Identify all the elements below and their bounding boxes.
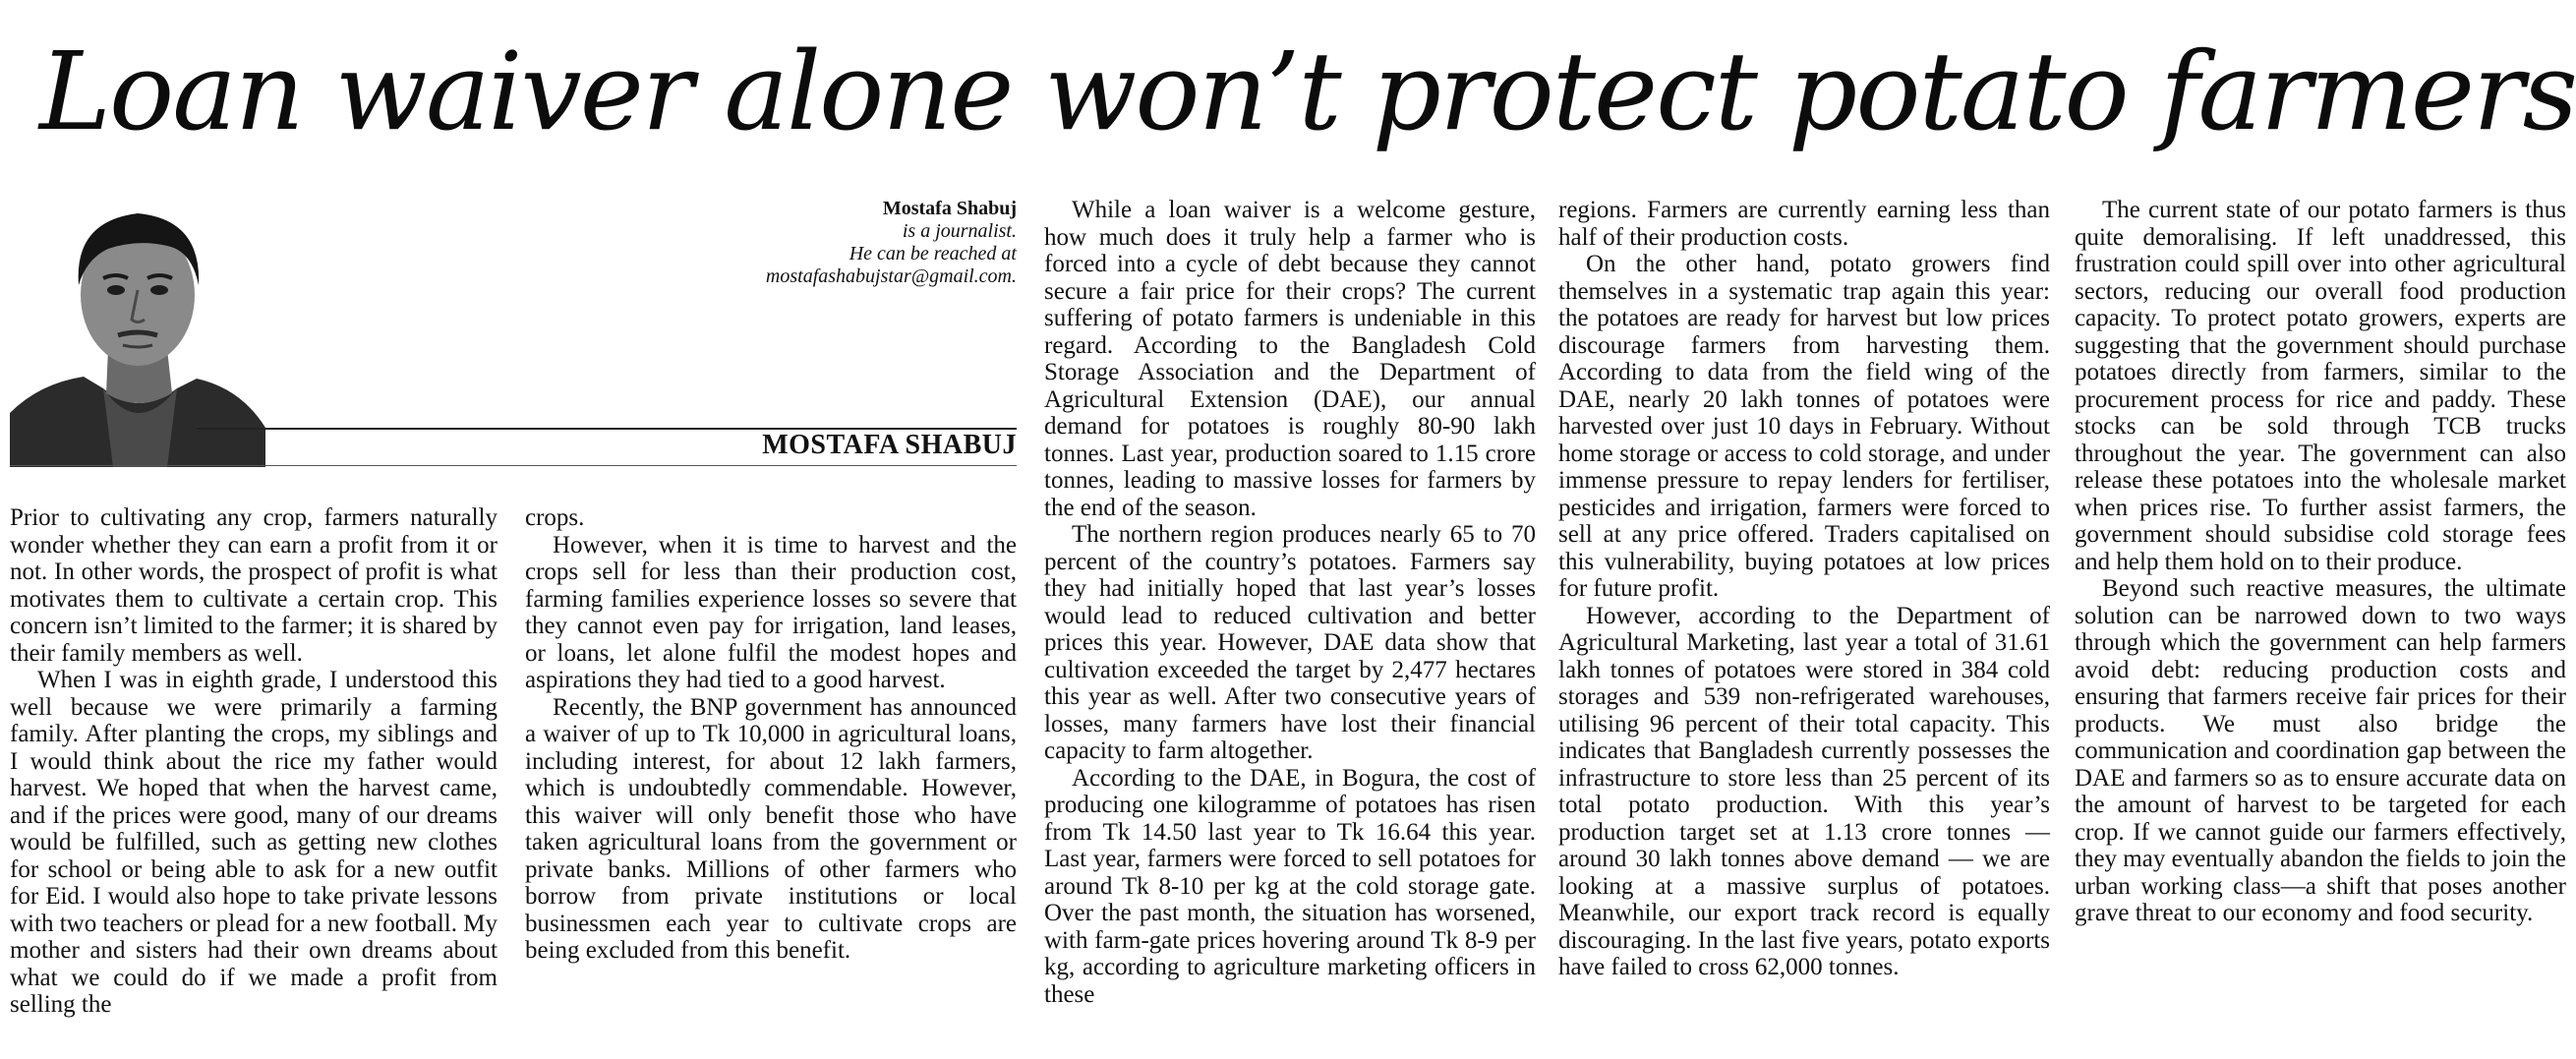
paragraph: When I was in eighth grade, I understood this well because we were primarily a farming family. After planting the crops, my siblings and I would think about the rice my father would harvest. We hoped that when the harvest came, and if the prices were good, many of our dreams would be fulfilled, such as getting new clothes for school or being able to ask for a new outfit for Eid. I would also hope to take private lessons with two teachers or plead for a new football. My mother and sisters had their own dreams about what we could do if we made a profit from selling the xyxy=(10,667,498,1018)
paragraph: The northern region produces nearly 65 to 70 percent of the country’s potatoes. Farmers say they had initially hoped that last year’s losses would lead to reduced cultivation and better prices this year. However, DAE data show that cultivation exceeded the target by 2,477 hectares this year as well. After two consecutive years of losses, many farmers have lost their financial capacity to farm altogether. xyxy=(1044,521,1536,764)
article-column-1 xyxy=(10,504,498,1019)
paragraph: Recently, the BNP government has announced a waiver of up to Tk 10,000 in agricultural loans, including interest, for about 12 lakh farmers, which is undoubtedly commendable. However, this waiver will only benefit those who have taken agricultural loans from the government or private banks. Millions of other farmers who borrow from private institutions or local businessmen each year to cultivate crops are being excluded from this benefit. xyxy=(525,693,1017,964)
paragraph: regions. Farmers are currently earning less than half of their production costs. xyxy=(1558,197,2050,251)
author-portrait xyxy=(10,192,265,467)
article-column-2 xyxy=(525,504,1017,965)
author-name-small: Mostafa Shabuj xyxy=(882,198,1017,219)
paragraph: On the other hand, potato growers find themselves in a systematic trap again this year: the potatoes are ready for harvest but low prices discourage farmers from harvesting them. According to data from the field wing of the DAE, nearly 20 lakh tonnes of potatoes were harvested over just 10 days in February. Without home storage or access to cold storage, and under immense pressure to repay lenders for fertiliser, pesticides and irrigation, farmers were forced to sell at any price offered. Traders capitalised on this vulnerability, buying potatoes at low prices for future profit. xyxy=(1558,251,2050,602)
author-role: is a journalist. xyxy=(902,220,1017,242)
paragraph: Prior to cultivating any crop, farmers naturally wonder whether they can earn a profit from it or not. In other words, the prospect of profit is what motivates them to cultivate a certain crop. This concern isn’t limited to the farmer; it is shared by their family members as well. xyxy=(10,504,498,667)
author-contact: He can be reached at xyxy=(849,243,1017,265)
author-email: mostafashabujstar@gmail.com. xyxy=(765,265,1017,287)
author-info xyxy=(663,198,1017,288)
paragraph: According to the DAE, in Bogura, the cost of producing one kilogramme of potatoes has risen from Tk 14.50 last year to Tk 16.64 this year. Last year, farmers were forced to sell potatoes for around Tk 8-10 per kg at the cold storage gate. Over the past month, the situation has worsened, with farm-gate prices hovering around Tk 8-9 per kg, according to agriculture marketing officers in these xyxy=(1044,764,1536,1008)
paragraph: The current state of our potato farmers is thus quite demoralising. If left unaddressed, this frustration could spill over into other agricultural sectors, reducing our overall food production capacity. To protect potato growers, experts are suggesting that the government should purchase potatoes directly from farmers, similar to the procurement process for rice and paddy. These stocks can be sold through TCB trucks throughout the year. The government can also release these potatoes into the wholesale market when prices rise. To further assist farmers, the government should subsidise cold storage fees and help them hold on to their produce. xyxy=(2075,197,2566,575)
paragraph: Beyond such reactive measures, the ultimate solution can be narrowed down to two ways through which the government can help farmers avoid debt: reducing production costs and ensuring that farmers receive fair prices for their products. We must also bridge the communication and coordination gap between the DAE and farmers so as to ensure accurate data on the amount of harvest to be targeted for each crop. If we cannot guide our farmers effectively, they may eventually abandon the fields to join the urban working class—a shift that poses another grave threat to our economy and food security. xyxy=(2075,575,2566,926)
headline: Loan waiver alone won’t protect potato farmers xyxy=(39,29,2576,154)
byline-box xyxy=(10,192,1017,467)
article-column-4 xyxy=(1558,197,2050,981)
article-column-5 xyxy=(2075,197,2566,927)
author-name-caps: MOSTAFA SHABUJ xyxy=(762,430,1017,460)
article-column-3 xyxy=(1044,197,1536,1008)
paragraph: However, when it is time to harvest and the crops sell for less than their production cost, farming families experience losses so severe that they cannot even pay for irrigation, land leases, or loans, let alone fulfil the modest hopes and aspirations they had tied to a good harvest. xyxy=(525,531,1017,693)
paragraph: However, according to the Department of Agricultural Marketing, last year a total of 31.61 lakh tonnes of potatoes were stored in 384 cold storages and 539 non-refrigerated warehouses, utilising 96 percent of their total capacity. This indicates that Bangladesh currently possesses the infrastructure to store less than 25 percent of its total potato production. With this year’s production target set at 1.13 crore tonnes — around 30 lakh tonnes above demand — we are looking at a massive surplus of potatoes. Meanwhile, our export track record is equally discouraging. In the last five years, potato exports have failed to cross 62,000 tonnes. xyxy=(1558,602,2050,980)
paragraph: crops. xyxy=(525,504,585,531)
byline-bottom-rule xyxy=(10,465,1017,466)
paragraph: While a loan waiver is a welcome gesture, how much does it truly help a farmer who is forced into a cycle of debt because they cannot secure a fair price for their crops? The current suffering of potato farmers is undeniable in this regard. According to the Bangladesh Cold Storage Association and the Department of Agricultural Extension (DAE), our annual demand for potatoes is roughly 80-90 lakh tonnes. Last year, production soared to 1.15 crore tonnes, leading to massive losses for farmers by the end of the season. xyxy=(1044,197,1536,521)
